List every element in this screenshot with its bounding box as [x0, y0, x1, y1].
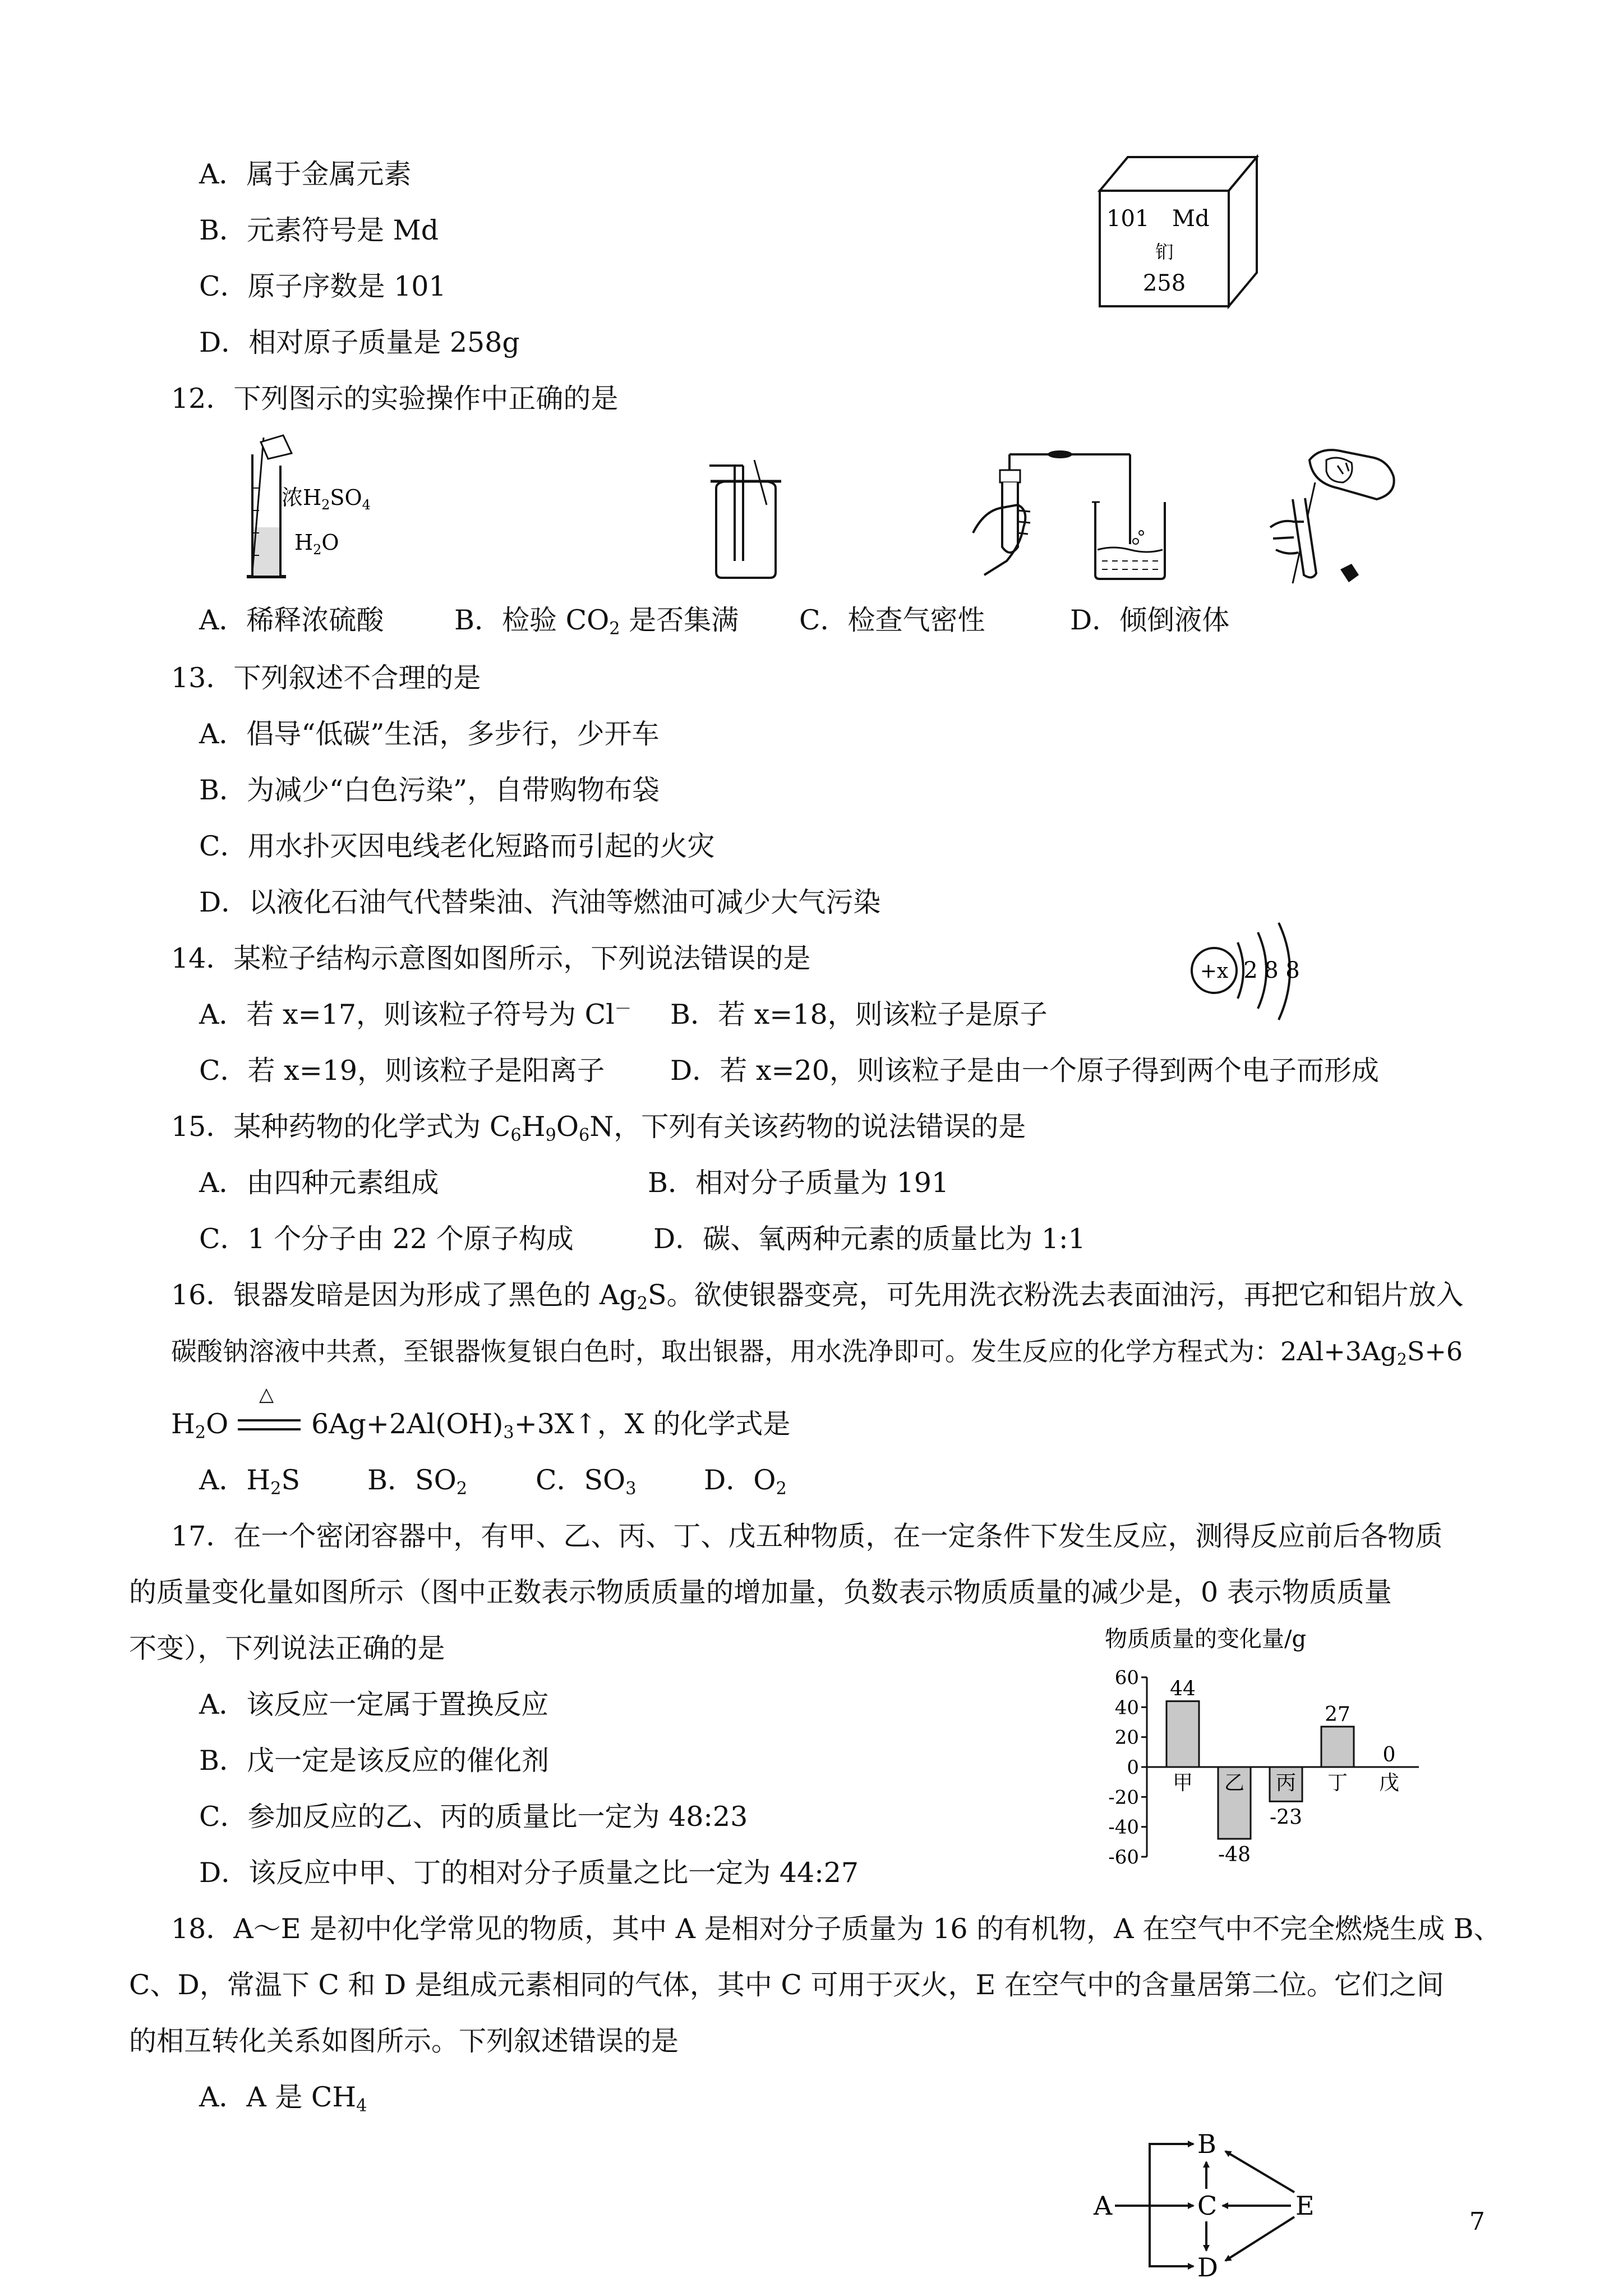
q14-option-d: D．若 x=20，则该粒子是由一个原子得到两个电子而形成: [670, 1055, 1379, 1087]
shell-1-electrons: 2: [1243, 958, 1258, 983]
y-tick-label: -40: [1108, 1816, 1139, 1839]
y-tick-label: 60: [1114, 1667, 1139, 1689]
y-tick-label: 0: [1127, 1756, 1139, 1779]
bar-value-label: 0: [1382, 1743, 1396, 1766]
category-label: 乙: [1224, 1772, 1245, 1795]
q17-option-c: C．参加反应的乙、丙的质量比一定为 48:23: [199, 1801, 748, 1833]
q14-option-c: C．若 x=19，则该粒子是阳离子: [199, 1055, 605, 1087]
q18-line-3: 的相互转化关系如图所示。下列叙述错误的是: [129, 2025, 679, 2057]
q15-option-c: C．1 个分子由 22 个原子构成: [199, 1223, 574, 1255]
airtightness-figure: [967, 449, 1186, 583]
q16-option-d: D．$O_2$: [704, 1464, 787, 1499]
q11-option-d: D．相对原子质量是 258g: [199, 326, 520, 358]
conversion-diagram: [1082, 2126, 1340, 2289]
q16-option-b: B．$SO_2$: [367, 1464, 468, 1499]
co2-bottle-figure: [704, 460, 788, 581]
water-label: $H_2O$: [294, 530, 339, 558]
category-label: 戊: [1378, 1772, 1400, 1795]
y-tick-label: 40: [1114, 1696, 1139, 1719]
q13-option-a: A．倡导“低碳”生活，多步行，少开车: [199, 718, 660, 750]
q18-option-a: A．A 是 $CH_4$: [199, 2081, 367, 2116]
page-number: 7: [1469, 2207, 1485, 2236]
bar-value-label: -23: [1270, 1806, 1302, 1829]
q17-option-a: A．该反应一定属于置换反应: [199, 1688, 549, 1720]
q17-option-d: D．该反应中甲、丁的相对分子质量之比一定为 44:27: [199, 1857, 859, 1889]
element-symbol: Md: [1172, 206, 1210, 232]
category-label: 甲: [1172, 1772, 1193, 1795]
node-d: D: [1197, 2252, 1218, 2283]
shell-3-electrons: 8: [1285, 958, 1300, 983]
q13-stem: 13．下列叙述不合理的是: [171, 662, 481, 694]
bar-value-label: 27: [1325, 1703, 1350, 1726]
q16-option-c: C．$SO_3$: [536, 1464, 637, 1499]
mass-change-chart: [1082, 1621, 1430, 1879]
node-c: C: [1197, 2191, 1218, 2221]
q17-option-b: B．戊一定是该反应的催化剂: [199, 1745, 550, 1777]
q12-option-a: A．稀释浓硫酸: [199, 604, 384, 636]
q13-option-c: C．用水扑灭因电线老化短路而引起的火灾: [199, 830, 715, 862]
q13-option-b: B．为减少“白色污染”，自带购物布袋: [199, 774, 660, 806]
q16-line-1: 16．银器发暗是因为形成了黑色的 $Ag_2S$。欲使银器变亮，可先用洗衣粉洗去表面油污，再把它和铝片放入: [171, 1279, 1464, 1314]
nucleus-charge: +x: [1200, 960, 1229, 983]
q11-option-b: B．元素符号是 Md: [199, 214, 439, 246]
element-number: 101: [1106, 206, 1150, 232]
q18-line-2: C、D，常温下 C 和 D 是组成元素相同的气体，其中 C 可用于灭火，E 在空气中的含量居第二位。它们之间: [129, 1969, 1444, 2001]
q12-option-d: D．倾倒液体: [1070, 604, 1230, 636]
q15-stem: 15．某种药物的化学式为 $C_6H_9O_6N$，下列有关该药物的说法错误的是: [171, 1111, 1026, 1145]
chart-title: 物质质量的变化量/g: [1105, 1626, 1307, 1652]
q15-option-b: B．相对分子质量为 191: [648, 1167, 949, 1199]
node-b: B: [1197, 2129, 1216, 2159]
bar-0: [1166, 1701, 1199, 1767]
bar-value-label: 44: [1170, 1677, 1196, 1701]
category-label: 丙: [1275, 1772, 1297, 1795]
shell-2-electrons: 8: [1264, 958, 1279, 983]
q12-option-c: C．检查气密性: [799, 604, 985, 636]
y-tick-label: -20: [1108, 1786, 1139, 1809]
q11-option-c: C．原子序数是 101: [199, 270, 446, 302]
q11-option-a: A．属于金属元素: [199, 158, 412, 190]
equals-sign: [236, 1414, 303, 1436]
q12-option-b: B．检验 $CO_2$ 是否集满: [454, 604, 739, 639]
q13-option-d: D．以液化石油气代替柴油、汽油等燃油可减少大气污染: [199, 886, 881, 918]
q14-option-b: B．若 x=18，则该粒子是原子: [670, 999, 1048, 1030]
bar-3: [1321, 1727, 1354, 1767]
q17-line-3: 不变），下列说法正确的是: [129, 1632, 445, 1664]
dilute-acid-figure: [230, 432, 393, 586]
q16-line-3-lhs: $H_2O$: [171, 1408, 229, 1443]
element-name: 钔: [1155, 241, 1174, 263]
q16-equation-delta: △: [259, 1383, 274, 1406]
pour-liquid-figure: [1259, 443, 1399, 583]
element-mass: 258: [1142, 270, 1186, 296]
q16-line-2: 碳酸钠溶液中共煮，至银器恢复银白色时，取出银器，用水洗净即可。发生反应的化学方程式为：$2Al+3Ag_2S+6$: [171, 1336, 1463, 1369]
q17-line-2: 的质量变化量如图所示（图中正数表示物质质量的增加量，负数表示物质质量的减少是，0 表示物质质量: [129, 1576, 1392, 1608]
q18-line-1: 18．A～E 是初中化学常见的物质，其中 A 是相对分子质量为 16 的有机物，A 在空气中不完全燃烧生成 B、: [171, 1913, 1501, 1945]
q14-option-a: A．若 x=17，则该粒子符号为 Cl－: [199, 999, 632, 1030]
q15-option-d: D．碳、氧两种元素的质量比为 1:1: [653, 1223, 1086, 1255]
q16-option-a: A．$H_2S$: [199, 1464, 301, 1499]
q17-line-1: 17．在一个密闭容器中，有甲、乙、丙、丁、戊五种物质，在一定条件下发生反应，测得反应前后各物质: [171, 1520, 1443, 1552]
element-card-figure: [1096, 151, 1265, 314]
y-tick-label: -60: [1108, 1846, 1139, 1869]
acid-label: 浓$H_2SO_4$: [282, 485, 371, 513]
particle-structure-diagram: [1186, 920, 1321, 1032]
node-e: E: [1295, 2191, 1315, 2221]
node-a: A: [1094, 2191, 1113, 2221]
category-label: 丁: [1327, 1772, 1348, 1795]
q12-stem: 12．下列图示的实验操作中正确的是: [171, 383, 619, 415]
q14-stem: 14．某粒子结构示意图如图所示，下列说法错误的是: [171, 942, 811, 974]
bar-value-label: -48: [1218, 1843, 1251, 1866]
y-tick-label: 20: [1114, 1726, 1139, 1749]
q16-line-3-rhs: $6Ag+2Al(OH)_3+3X↑$，X 的化学式是: [311, 1408, 791, 1443]
q15-option-a: A．由四种元素组成: [199, 1167, 439, 1199]
